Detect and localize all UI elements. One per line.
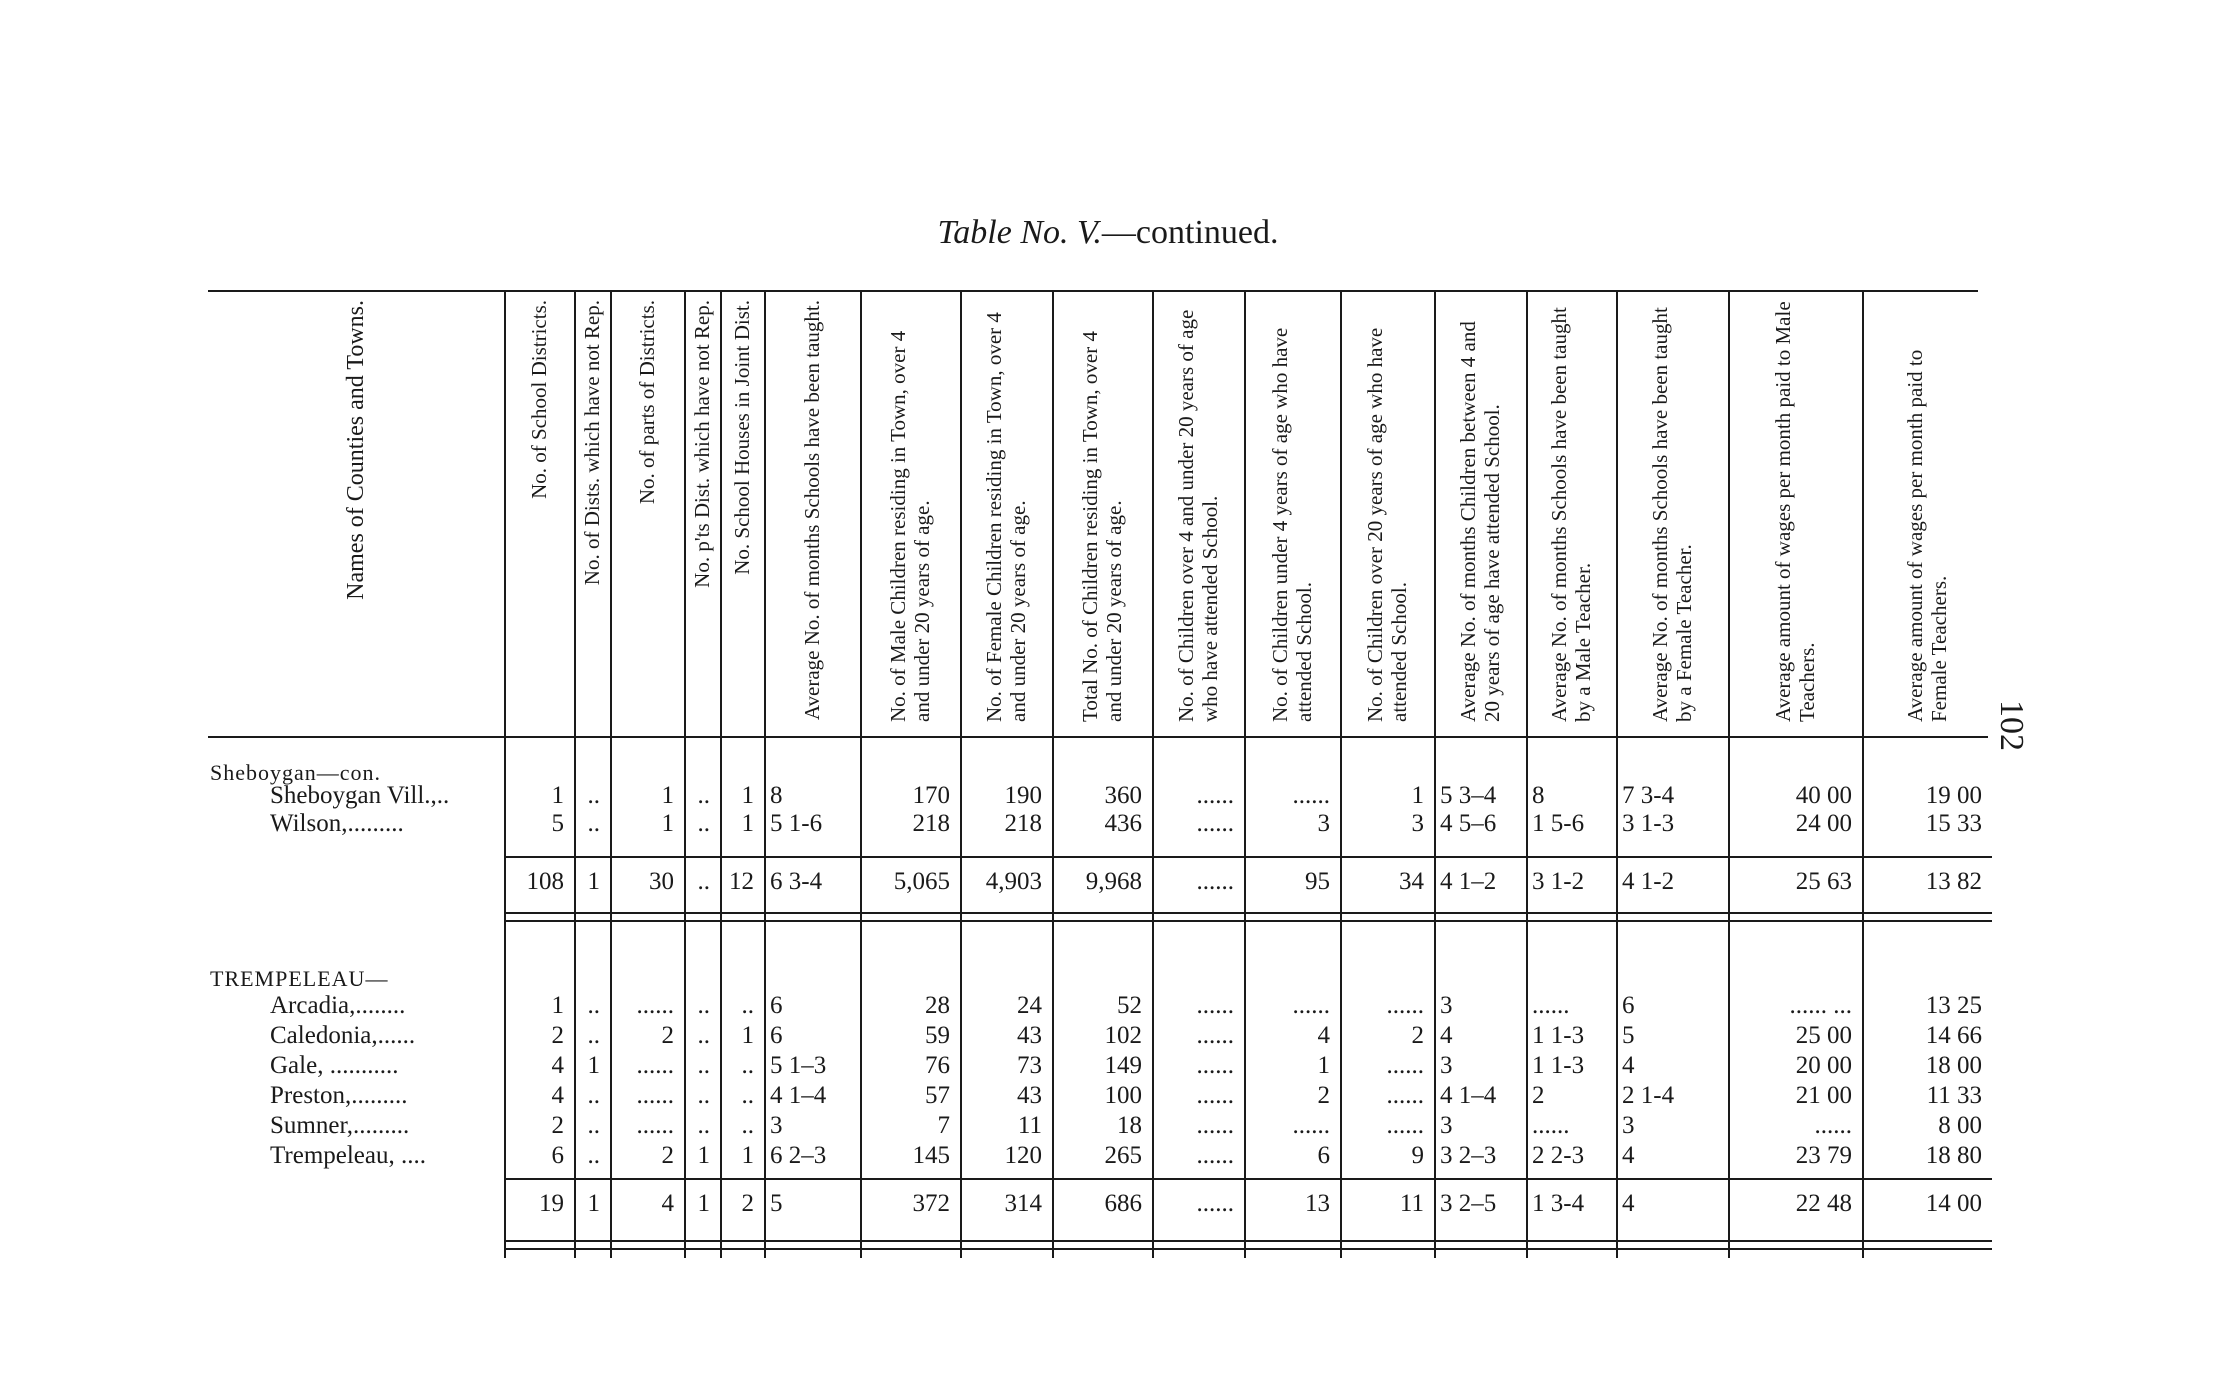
table-cell: 102 <box>1104 1022 1142 1049</box>
table-cell: .. <box>697 1082 710 1109</box>
table-cell: 5 <box>770 1190 783 1217</box>
column-header-label: Average No. of months Schools have been taught by a Female Teacher. <box>1648 307 1696 722</box>
table-cell: ...... <box>1386 1052 1424 1079</box>
table-cell: 265 <box>1104 1142 1142 1169</box>
total-rule <box>504 920 1992 922</box>
table-cell: 9,968 <box>1085 868 1142 895</box>
table-cell: 314 <box>1004 1190 1042 1217</box>
table-cell: ...... <box>1532 992 1570 1019</box>
table-cell: 3 1-3 <box>1622 810 1675 837</box>
column-header <box>1434 292 1526 722</box>
table-cell: ...... <box>1292 782 1330 809</box>
table-cell: 1 <box>741 810 754 837</box>
table-cell: 1 5-6 <box>1532 810 1585 837</box>
table-cell: 6 2–3 <box>770 1142 827 1169</box>
table-cell: 11 <box>1399 1190 1424 1217</box>
table-cell: 1 <box>741 782 754 809</box>
table-cell: 22 48 <box>1795 1190 1852 1217</box>
page-number: 102 <box>1993 700 2030 751</box>
table-cell: 2 <box>1317 1082 1330 1109</box>
table-cell: 120 <box>1004 1142 1042 1169</box>
table-cell: ...... <box>1814 1112 1852 1139</box>
table-cell: 1 <box>741 1142 754 1169</box>
table-cell: 18 80 <box>1925 1142 1982 1169</box>
table-cell: 6 <box>551 1142 564 1169</box>
table-title: Table No. V. <box>937 214 1102 251</box>
column-header-label: Total No. of Children residing in Town, over 4 and under 20 years of age. <box>1078 331 1126 722</box>
column-header-label: No. of School Districts. <box>527 300 551 499</box>
table-cell: 6 <box>1622 992 1635 1019</box>
column-header <box>764 292 860 722</box>
table-cell: 218 <box>912 810 950 837</box>
column-header <box>684 292 720 722</box>
table-cell: ...... <box>1386 1082 1424 1109</box>
table-cell: 15 33 <box>1925 810 1982 837</box>
table-cell: 436 <box>1104 810 1142 837</box>
table-cell: 4 <box>1622 1190 1635 1217</box>
table-cell: 6 <box>770 992 783 1019</box>
column-header <box>1244 292 1340 722</box>
county-name: Sheboygan—con. <box>210 760 382 785</box>
table-cell: .. <box>697 810 710 837</box>
table-cell: 43 <box>1017 1082 1042 1109</box>
table-cell: 8 <box>770 782 783 809</box>
column-header-label: No. of Children over 4 and under 20 years of age who have attended School. <box>1174 309 1222 722</box>
table-cell: 1 <box>1317 1052 1330 1079</box>
table-cell: 24 00 <box>1795 810 1852 837</box>
table-cell: 1 <box>1411 782 1424 809</box>
header-rule <box>208 736 1988 738</box>
table-cell: 2 <box>661 1142 674 1169</box>
column-header <box>1616 292 1728 722</box>
table-cell: 3 2–5 <box>1440 1190 1497 1217</box>
town-name: Arcadia,........ <box>270 992 406 1019</box>
column-divider <box>764 292 766 1258</box>
table-cell: 34 <box>1399 868 1424 895</box>
table-cell: 1 <box>661 810 674 837</box>
table-cell: 372 <box>912 1190 950 1217</box>
table-cell: 4 <box>1440 1022 1453 1049</box>
table-cell: 145 <box>912 1142 950 1169</box>
column-header-label: No. of parts of Districts. <box>635 300 659 505</box>
table-cell: 4 1–2 <box>1440 868 1497 895</box>
table-cell: 1 <box>587 1190 600 1217</box>
column-header <box>860 292 960 722</box>
table-cell: 23 79 <box>1795 1142 1852 1169</box>
table-cell: .. <box>587 1082 600 1109</box>
table-cell: 3 2–3 <box>1440 1142 1497 1169</box>
column-header <box>1052 292 1152 722</box>
table-cell: ...... <box>636 1112 674 1139</box>
table-cell: 2 <box>551 1112 564 1139</box>
total-rule <box>504 912 1992 914</box>
table-cell: .. <box>587 782 600 809</box>
table-cell: 360 <box>1104 782 1142 809</box>
table-cell: ...... <box>1196 810 1234 837</box>
table-cell: ...... <box>1292 1112 1330 1139</box>
table-cell: 2 <box>1411 1022 1424 1049</box>
column-header-label: Average No. of months Schools have been taught by a Male Teacher. <box>1547 307 1595 722</box>
table-cell: 11 33 <box>1926 1082 1982 1109</box>
column-header-label: Names of Counties and Towns. <box>343 300 369 600</box>
table-cell: 14 66 <box>1925 1022 1982 1049</box>
column-header-label: No. of Male Children residing in Town, over 4 and under 20 years of age. <box>886 330 934 722</box>
table-cell: 190 <box>1004 782 1042 809</box>
town-name: Trempeleau, .... <box>270 1142 426 1169</box>
table-cell: 21 00 <box>1795 1082 1852 1109</box>
total-rule <box>504 1178 1992 1180</box>
table-cell: 25 00 <box>1795 1022 1852 1049</box>
table-cell: 1 1-3 <box>1532 1052 1585 1079</box>
table-cell: .. <box>587 1142 600 1169</box>
table-cell: 9 <box>1411 1142 1424 1169</box>
table-cell: 76 <box>925 1052 950 1079</box>
table-cell: 1 <box>661 782 674 809</box>
page-title <box>0 214 2216 252</box>
column-header <box>960 292 1052 722</box>
table-cell: 1 <box>741 1022 754 1049</box>
table-cell: 19 00 <box>1925 782 1982 809</box>
column-divider <box>1616 292 1618 1258</box>
table-cell: 3 <box>1317 810 1330 837</box>
table-cell: 13 82 <box>1925 868 1982 895</box>
table-cell: ...... <box>1196 1142 1234 1169</box>
table-cell: 1 1-3 <box>1532 1022 1585 1049</box>
table-cell: 59 <box>925 1022 950 1049</box>
table-cell: 5,065 <box>893 868 950 895</box>
table-cell: 686 <box>1104 1190 1142 1217</box>
table-cell: 4 <box>1622 1142 1635 1169</box>
table-cell: 4 <box>1317 1022 1330 1049</box>
table-cell: 18 00 <box>1925 1052 1982 1079</box>
total-rule <box>504 1248 1992 1250</box>
table-cell: .. <box>587 1022 600 1049</box>
table-cell: 18 <box>1117 1112 1142 1139</box>
table-cell: 3 <box>1622 1112 1635 1139</box>
column-header-label: No. p'ts Dist. which have not Rep. <box>690 300 714 588</box>
table-cell: 11 <box>1017 1112 1042 1139</box>
town-name: Caledonia,...... <box>270 1022 416 1049</box>
column-divider <box>1434 292 1436 1258</box>
column-header <box>504 292 574 722</box>
table-cell: 3 1-2 <box>1532 868 1585 895</box>
column-header <box>610 292 684 722</box>
table-cell: 12 <box>729 868 754 895</box>
table-cell: 8 <box>1532 782 1545 809</box>
table-cell: 7 <box>937 1112 950 1139</box>
table-cell: 28 <box>925 992 950 1019</box>
table-cell: ...... <box>1196 868 1234 895</box>
table-cell: 1 3-4 <box>1532 1190 1585 1217</box>
table-cell: 52 <box>1117 992 1142 1019</box>
column-header <box>1340 292 1434 722</box>
column-header-label: No. School Houses in Joint Dist. <box>730 300 754 575</box>
town-name: Sheboygan Vill.,.. <box>270 782 450 809</box>
table-cell: ...... <box>1292 992 1330 1019</box>
column-header <box>1152 292 1244 722</box>
town-name: Wilson,......... <box>270 810 404 837</box>
table-cell: 5 <box>1622 1022 1635 1049</box>
table-cell: 6 3-4 <box>770 868 823 895</box>
table-cell: 30 <box>649 868 674 895</box>
column-header <box>1728 292 1862 722</box>
table-cell: 5 <box>551 810 564 837</box>
table-cell: 25 63 <box>1795 868 1852 895</box>
table-cell: .. <box>697 782 710 809</box>
table-cell: 5 3–4 <box>1440 782 1497 809</box>
table-cell: .. <box>587 992 600 1019</box>
table-cell: 3 <box>770 1112 783 1139</box>
table-cell: .. <box>741 1052 754 1079</box>
table-title-continued: —continued. <box>1101 214 1279 251</box>
column-header-label: No. of Female Children residing in Town, over 4 and under 20 years of age. <box>982 312 1030 722</box>
table-cell: 108 <box>526 868 564 895</box>
table-cell: 6 <box>770 1022 783 1049</box>
table-cell: ...... <box>1386 1112 1424 1139</box>
column-header-label: Average amount of wages per month paid to Male Teachers. <box>1771 301 1819 722</box>
table-cell: 3 <box>1440 992 1453 1019</box>
table-cell: 13 25 <box>1925 992 1982 1019</box>
table-cell: 2 1-4 <box>1622 1082 1675 1109</box>
column-header <box>208 292 504 722</box>
town-name: Preston,......... <box>270 1082 408 1109</box>
town-name: Sumner,......... <box>270 1112 410 1139</box>
table-cell: ...... <box>1196 1022 1234 1049</box>
table-cell: 4 <box>1622 1052 1635 1079</box>
table-cell: ...... <box>1196 1190 1234 1217</box>
table-cell: 218 <box>1004 810 1042 837</box>
table-cell: 170 <box>912 782 950 809</box>
table-cell: 3 <box>1440 1052 1453 1079</box>
table-cell: 6 <box>1317 1142 1330 1169</box>
table-cell: ...... <box>1532 1112 1570 1139</box>
table-cell: 2 <box>551 1022 564 1049</box>
table-cell: 2 2-3 <box>1532 1142 1585 1169</box>
table-cell: 3 <box>1411 810 1424 837</box>
table-cell: 2 <box>741 1190 754 1217</box>
town-name: Gale, ........... <box>270 1052 399 1079</box>
county-name: TREMPELEAU— <box>210 966 389 991</box>
table-cell: .. <box>741 1082 754 1109</box>
column-header-label: Average No. of months Schools have been taught. <box>800 300 824 721</box>
table-cell: 1 <box>697 1142 710 1169</box>
table-cell: ...... <box>1196 1112 1234 1139</box>
table-cell: 4 1-2 <box>1622 868 1675 895</box>
column-divider <box>1526 292 1528 1258</box>
table-cell: ...... <box>1196 1082 1234 1109</box>
column-header-label: No. of Dists. which have not Rep. <box>580 300 604 586</box>
table-cell: 4 1–4 <box>770 1082 827 1109</box>
table-cell: .. <box>741 1112 754 1139</box>
table-cell: 4,903 <box>985 868 1042 895</box>
table-cell: .. <box>697 1112 710 1139</box>
table-cell: 43 <box>1017 1022 1042 1049</box>
table-cell: 4 <box>551 1082 564 1109</box>
table-cell: ...... <box>1196 992 1234 1019</box>
table-cell: 95 <box>1305 868 1330 895</box>
table-cell: .. <box>697 1022 710 1049</box>
table-cell: 4 5–6 <box>1440 810 1497 837</box>
table-cell: .. <box>587 810 600 837</box>
table-cell: 20 00 <box>1795 1052 1852 1079</box>
table-cell: .. <box>587 1112 600 1139</box>
table-cell: 1 <box>551 782 564 809</box>
table-cell: 5 1-6 <box>770 810 823 837</box>
table-cell: 1 <box>697 1190 710 1217</box>
table-cell: 149 <box>1104 1052 1142 1079</box>
table-cell: ...... <box>1196 782 1234 809</box>
table-cell: .. <box>697 1052 710 1079</box>
table-cell: ...... <box>1196 1052 1234 1079</box>
column-header-label: No. of Children under 4 years of age who have attended School. <box>1268 327 1316 722</box>
table-cell: 40 00 <box>1795 782 1852 809</box>
column-header <box>574 292 610 722</box>
table-cell: 4 <box>551 1052 564 1079</box>
total-rule <box>504 1240 1992 1242</box>
table-cell: 3 <box>1440 1112 1453 1139</box>
table-cell: 4 <box>661 1190 674 1217</box>
table-cell: 8 00 <box>1938 1112 1982 1139</box>
table-cell: 73 <box>1017 1052 1042 1079</box>
table-cell: 24 <box>1017 992 1042 1019</box>
table-cell: 4 1–4 <box>1440 1082 1497 1109</box>
table-cell: 1 <box>551 992 564 1019</box>
table-cell: .. <box>697 992 710 1019</box>
table-cell: ...... ... <box>1789 992 1852 1019</box>
column-header-label: Average No. of months Children between 4 and 20 years of age have attended School. <box>1456 321 1504 722</box>
table-cell: 14 00 <box>1925 1190 1982 1217</box>
table-cell: 2 <box>1532 1082 1545 1109</box>
column-header <box>720 292 764 722</box>
table-cell: .. <box>697 868 710 895</box>
column-header <box>1526 292 1616 722</box>
table-cell: ...... <box>636 992 674 1019</box>
table-cell: 1 <box>587 868 600 895</box>
table-cell: 100 <box>1104 1082 1142 1109</box>
table-cell: 57 <box>925 1082 950 1109</box>
column-header-label: Average amount of wages per month paid to Female Teachers. <box>1903 349 1951 722</box>
column-header-label: No. of Children over 20 years of age who have attended School. <box>1363 327 1411 722</box>
table-cell: 7 3-4 <box>1622 782 1675 809</box>
table-cell: 2 <box>661 1022 674 1049</box>
table-cell: 1 <box>587 1052 600 1079</box>
table-cell: ...... <box>636 1052 674 1079</box>
table-cell: .. <box>741 992 754 1019</box>
total-rule <box>504 856 1992 858</box>
table-cell: ...... <box>636 1082 674 1109</box>
table-cell: 5 1–3 <box>770 1052 827 1079</box>
table-cell: 19 <box>539 1190 564 1217</box>
column-header <box>1862 292 1992 722</box>
table-cell: ...... <box>1386 992 1424 1019</box>
table-cell: 13 <box>1305 1190 1330 1217</box>
